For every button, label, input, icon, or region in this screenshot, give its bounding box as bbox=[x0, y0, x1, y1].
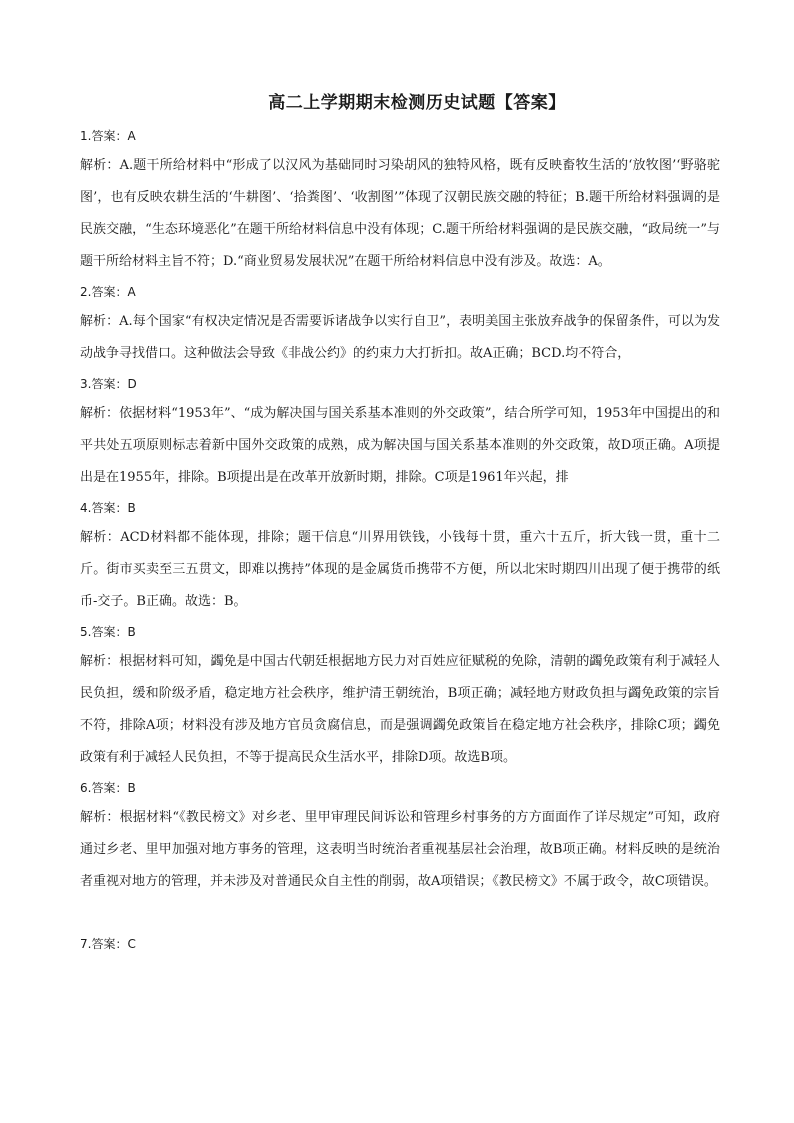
answer-line: 7.答案：C bbox=[80, 937, 136, 951]
answer-line: 2.答案：A bbox=[80, 285, 136, 299]
question-6 bbox=[80, 774, 720, 930]
question-3 bbox=[80, 370, 720, 494]
analysis-text: 解析：A.每个国家“有权决定情况是否需要诉诸战争以实行自卫”，表明美国主张放弃战争的保留条件，可以为发动战争寻找借口。这种做法会导致《非战公约》的约束力大打折扣。故A正确；BCD.均不符合， bbox=[80, 314, 720, 361]
answer-line: 1.答案：A bbox=[80, 129, 136, 143]
analysis-text: 解析：根据材料可知，蠲免是中国古代朝廷根据地方民力对百姓应征赋税的免除，清朝的蠲免政策有利于减轻人民负担，缓和阶级矛盾，稳定地方社会秩序，维护清王朝统治，B项正确；减轻地方财政负担与蠲免政策的宗旨不符，排除A项；材料没有涉及地方官员贪腐信息，而是强调蠲免政策旨在稳定地方社会秩序，排除C项；蠲免政策有利于减轻人民负担，不等于提高民众生活水平，排除D项。故选B项。 bbox=[80, 654, 720, 765]
question-7 bbox=[80, 930, 720, 958]
answer-list bbox=[80, 122, 720, 958]
page-title: 高二上学期期末检测历史试题【答案】 bbox=[268, 93, 566, 113]
question-2 bbox=[80, 278, 720, 370]
analysis-text: 解析：依据材料“1953年”、“成为解决国与国关系基本准则的外交政策”，结合所学可知，1953年中国提出的和平共处五项原则标志着新中国外交政策的成熟，成为解决国与国关系基本准则的外交政策，故D项正确。A项提出是在1955年，排除。B项提出是在改革开放新时期，排除。C项是1961年兴起，排 bbox=[80, 406, 720, 485]
answer-line: 3.答案：D bbox=[80, 377, 137, 391]
analysis-text: 解析：ACD材料都不能体现，排除；题干信息“川界用铁钱，小钱每十贯，重六十五斤，折大钱一贯，重十二斤。街市买卖至三五贯文，即难以携持”体现的是金属货币携带不方便，所以北宋时期四川出现了便于携带的纸币-交子。B正确。故选：B。 bbox=[80, 530, 720, 609]
answer-line: 5.答案：B bbox=[80, 625, 136, 639]
question-5 bbox=[80, 618, 720, 774]
analysis-text: 解析：根据材料“《教民榜文》对乡老、里甲审理民间诉讼和管理乡村事务的方方面面作了详尽规定”可知，政府通过乡老、里甲加强对地方事务的管理，这表明当时统治者重视基层社会治理，故B项正确。材料反映的是统治者重视对地方的管理，并未涉及对普通民众自主性的削弱，故A项错误；《教民榜文》不属于政令，故C项错误。 bbox=[80, 810, 720, 889]
answer-line: 6.答案：B bbox=[80, 781, 136, 795]
analysis-text: 解析：A.题干所给材料中“形成了以汉风为基础同时习染胡风的独特风格，既有反映畜牧生活的‘放牧图’‘野骆驼图’，也有反映农耕生活的‘牛耕图’、‘拾粪图’、‘收割图’”体现了汉朝民族交融的特征；B.题干所给材料强调的是民族交融，“生态环境恶化”在题干所给材料信息中没有体现；C.题干所给材料强调的是民族交融，“政局统一”与题干所给材料主旨不符；D.“商业贸易发展状况”在题干所给材料信息中没有涉及。故选：A。 bbox=[80, 158, 720, 269]
question-4 bbox=[80, 494, 720, 618]
question-1 bbox=[80, 122, 720, 278]
answer-line: 4.答案：B bbox=[80, 501, 136, 515]
